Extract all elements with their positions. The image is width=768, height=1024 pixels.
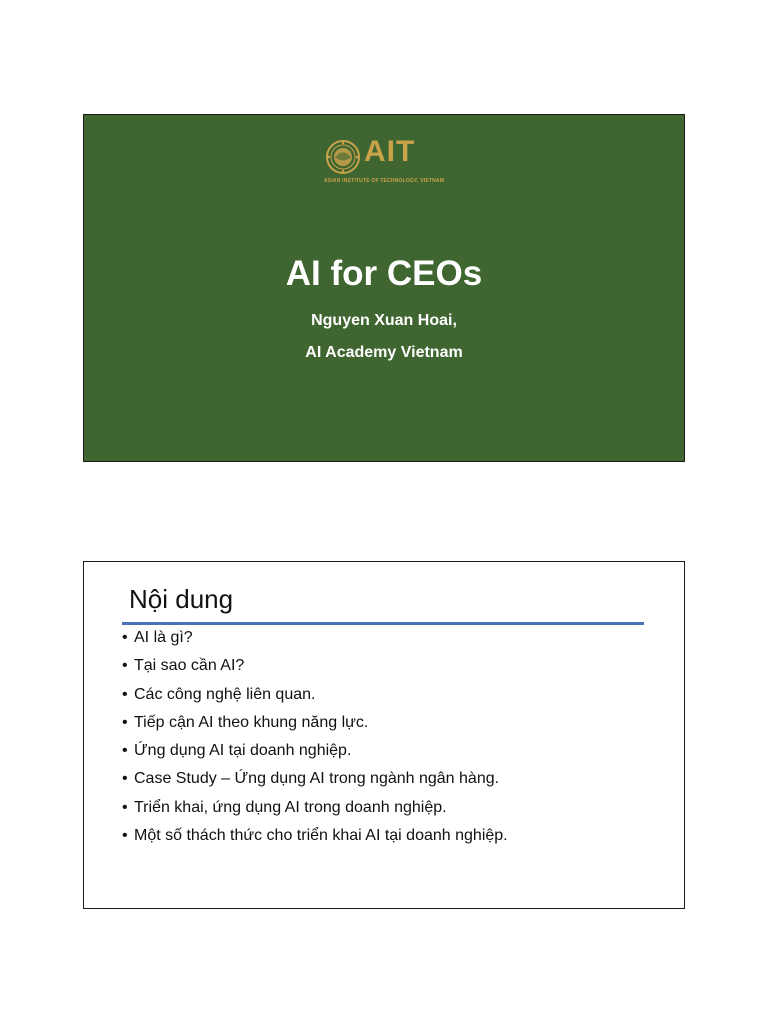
list-item-text: AI là gì? [134, 629, 193, 646]
list-item-text: Tại sao cần AI? [134, 657, 245, 675]
contents-heading: Nội dung [129, 584, 234, 614]
list-item [122, 737, 508, 765]
contents-list [122, 624, 508, 850]
slide-title: AI for CEOs [285, 254, 483, 293]
presenter-organization: AI Academy Vietnam [305, 344, 463, 361]
bullet-icon: • [122, 827, 128, 845]
contents-slide [83, 561, 685, 909]
bullet-icon: • [122, 742, 128, 760]
bullet-icon: • [122, 713, 128, 731]
list-item-text: Một số thách thức cho triển khai AI tại doanh nghiệp. [134, 827, 508, 845]
title-slide [83, 114, 685, 462]
logo-text: AIT [364, 135, 416, 168]
list-item [122, 681, 508, 709]
bullet-icon: • [122, 685, 128, 703]
logo-subtext: ASIAN INSTITUTE OF TECHNOLOGY, VIETNAM [324, 178, 445, 184]
list-item [122, 709, 508, 737]
presenter-name: Nguyen Xuan Hoai, [311, 312, 457, 329]
list-item [122, 822, 508, 850]
list-item [122, 652, 508, 680]
list-item-text: Các công nghệ liên quan. [134, 685, 316, 703]
list-item-text: Tiếp cận AI theo khung năng lực. [134, 713, 369, 731]
list-item [122, 765, 508, 793]
ait-logo [324, 135, 446, 189]
list-item [122, 794, 508, 822]
list-item-text: Case Study – Ứng dụng AI trong ngành ngân hàng. [134, 770, 500, 788]
list-item-text: Ứng dụng AI tại doanh nghiệp. [134, 742, 352, 760]
bullet-icon: • [122, 629, 128, 646]
list-item-text: Triển khai, ứng dụng AI trong doanh nghiệp. [134, 798, 447, 816]
bullet-icon: • [122, 798, 128, 816]
bullet-icon: • [122, 657, 128, 675]
bullet-icon: • [122, 770, 128, 788]
ait-emblem-icon [326, 140, 360, 174]
list-item [122, 624, 508, 652]
